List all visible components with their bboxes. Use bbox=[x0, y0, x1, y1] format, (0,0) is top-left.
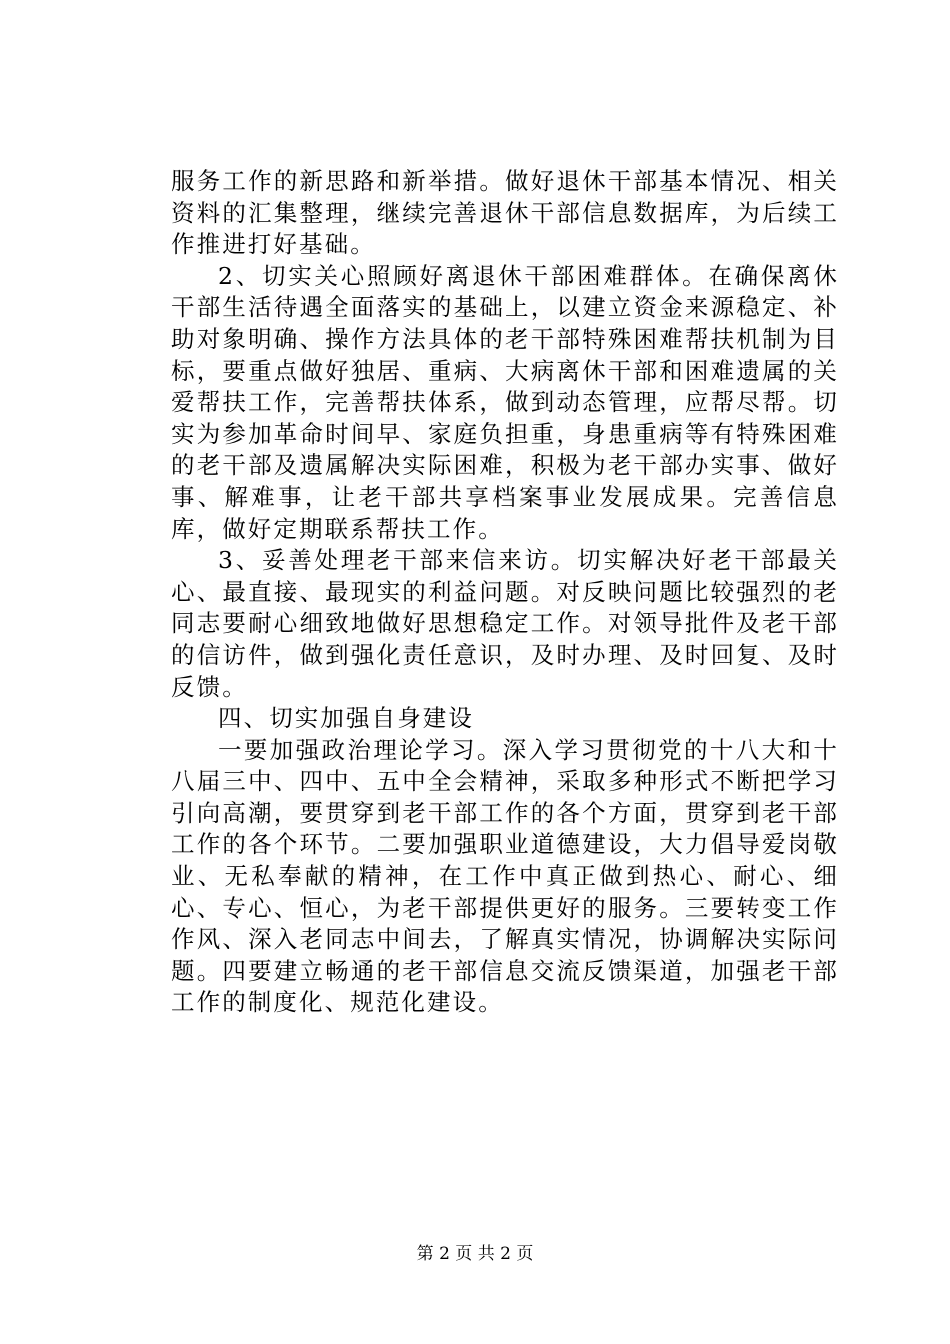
page-number-footer: 第 2 页 共 2 页 bbox=[416, 1244, 534, 1264]
paragraph-item-2: 2、切实关心照顾好离退休干部困难群体。在确保离休干部生活待遇全面落实的基础上，以建立资金来源稳定、补助对象明确、操作方法具体的老干部特殊困难帮扶机制为目标，要重点做好独居、重病、大病离休干部和困难遗属的关爱帮扶工作，完善帮扶体系，做到动态管理，应帮尽帮。切实为参加革命时间早、家庭负担重，身患重病等有特殊困难的老干部及遗属解决实际困难，积极为老干部办实事、做好事、解难事，让老干部共享档案事业发展成果。完善信息库，做好定期联系帮扶工作。 bbox=[171, 261, 839, 543]
paragraph-continuation: 服务工作的新思路和新举措。做好退休干部基本情况、相关资料的汇集整理，继续完善退休干部信息数据库，为后续工作推进打好基础。 bbox=[171, 167, 839, 259]
paragraph-item-3: 3、妥善处理老干部来信来访。切实解决好老干部最关心、最直接、最现实的利益问题。对反映问题比较强烈的老同志要耐心细致地做好思想稳定工作。对领导批件及老干部的信访件，做到强化责任意识，及时办理、及时回复、及时反馈。 bbox=[171, 546, 839, 701]
paragraph-self-building: 一要加强政治理论学习。深入学习贯彻党的十八大和十八届三中、四中、五中全会精神，采取多种形式不断把学习引向高潮，要贯穿到老干部工作的各个方面，贯穿到老干部工作的各个环节。二要加强职业道德建设，大力倡导爱岗敬业、无私奉献的精神，在工作中真正做到热心、耐心、细心、专心、恒心，为老干部提供更好的服务。三要转变工作作风、深入老同志中间去，了解真实情况，协调解决实际问题。四要建立畅通的老干部信息交流反馈渠道，加强老干部工作的制度化、规范化建设。 bbox=[171, 735, 839, 1017]
section-heading-4: 四、切实加强自身建设 bbox=[218, 704, 474, 733]
document-body bbox=[171, 166, 839, 1019]
